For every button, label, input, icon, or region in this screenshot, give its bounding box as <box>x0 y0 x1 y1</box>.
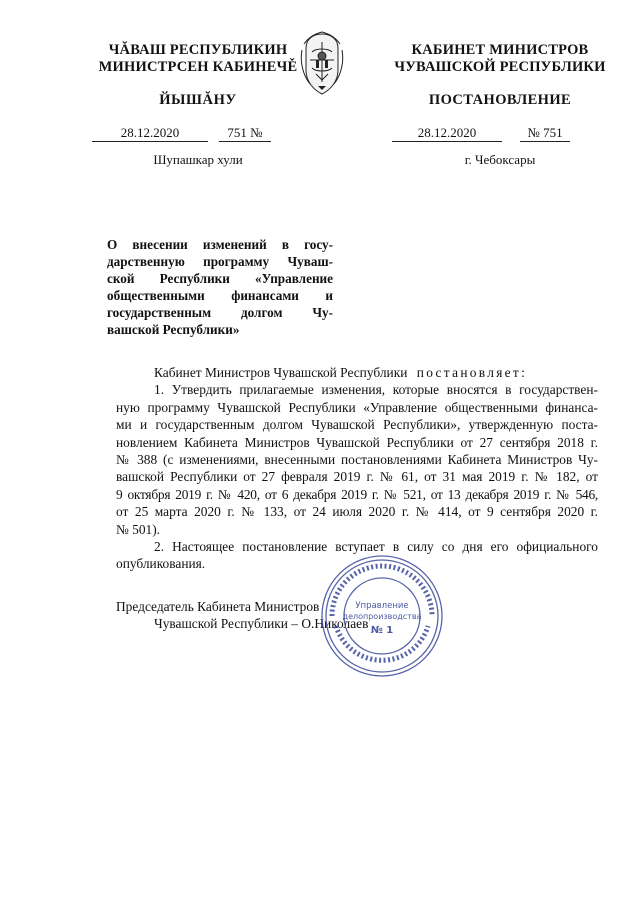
header-right-org-line2: ЧУВАШСКОЙ РЕСПУБЛИКИ <box>394 59 606 75</box>
preamble <box>116 364 598 381</box>
item-1-line: № 388 (с изменениями, внесенными постановлениями Кабинета Министров Чу- <box>116 452 598 468</box>
item-1-line: № 501). <box>116 521 161 537</box>
header-left-date-row <box>92 125 282 143</box>
header-left-date: 28.12.2020 <box>92 125 208 142</box>
header-left-org-line1: ЧĂВАШ РЕСПУБЛИКИН <box>108 42 288 58</box>
item-1-line: ную программу Чувашской Республики «Управление общественными финанса- <box>116 399 598 415</box>
header-right-org <box>390 42 610 76</box>
item-1-line: 9 октября 2019 г. № 420, от 6 декабря 2019 г. № 521, от 13 декабря 2019 г. № 546, <box>116 486 598 502</box>
item-1-line: вашской Республики от 27 февраля 2019 г. № 61, от 31 мая 2019 г. № 182, от <box>116 469 598 485</box>
item-1-line: ми и государственным долгом Чувашской Республики», утвержденную поста- <box>116 417 598 433</box>
item-1 <box>116 381 598 538</box>
header-left-number: 751 № <box>219 125 271 142</box>
preamble-decree-word: постановляет: <box>416 365 528 380</box>
title-line: О внесении изменений в госу- <box>107 237 333 252</box>
stamp-center-number: № 1 <box>370 625 394 636</box>
preamble-text: Кабинет Министров Чувашской Республики <box>154 365 408 380</box>
title-line: государственным долгом Чу- <box>107 305 333 320</box>
header-left-org <box>98 42 298 76</box>
title-line: вашской Республики» <box>107 322 240 337</box>
title-line: дарственную программу Чуваш- <box>107 254 333 269</box>
item-1-line: новлением Кабинета Министров Чувашской Республики от 27 сентября 2018 г. <box>116 434 598 450</box>
official-stamp <box>318 552 446 680</box>
document-body <box>116 364 598 573</box>
item-1-line: 1. Утвердить прилагаемые изменения, которые вносятся в государствен- <box>154 382 598 398</box>
title-line: общественными финансами и <box>107 288 333 303</box>
header-left-doc-type: ЙЫШĂНУ <box>159 92 237 108</box>
header-left-place: Шупашкар хули <box>153 152 243 167</box>
item-2-line: опубликования. <box>116 556 206 572</box>
stamp-center-line2: делопроизводства <box>342 612 422 621</box>
item-2-line: 2. Настоящее постановление вступает в силу со дня его официального <box>154 539 598 555</box>
document-title <box>107 236 333 338</box>
header-right-date-row <box>392 125 592 143</box>
item-1-line: от 25 марта 2020 г. № 133, от 24 июля 2020 г. № 414, от 9 сентября 2020 г. <box>116 504 598 520</box>
header-right-doc-type: ПОСТАНОВЛЕНИЕ <box>428 92 572 108</box>
signature-title: Председатель Кабинета Министров <box>116 599 320 614</box>
coat-of-arms-emblem <box>298 30 346 98</box>
header-right-org-line1: КАБИНЕТ МИНИСТРОВ <box>411 42 589 58</box>
stamp-center-line1: Управление <box>355 601 409 611</box>
title-line: ской Республики «Управление <box>107 271 333 286</box>
header-right-date: 28.12.2020 <box>392 125 502 142</box>
header-right-place: г. Чебоксары <box>464 152 536 167</box>
signature-name-line: Чувашской Республики – О.Николаев <box>154 616 369 632</box>
header-left-org-line2: МИНИСТРСЕН КАБИНЕЧĚ <box>98 59 298 75</box>
header-right-number: № 751 <box>520 125 570 142</box>
